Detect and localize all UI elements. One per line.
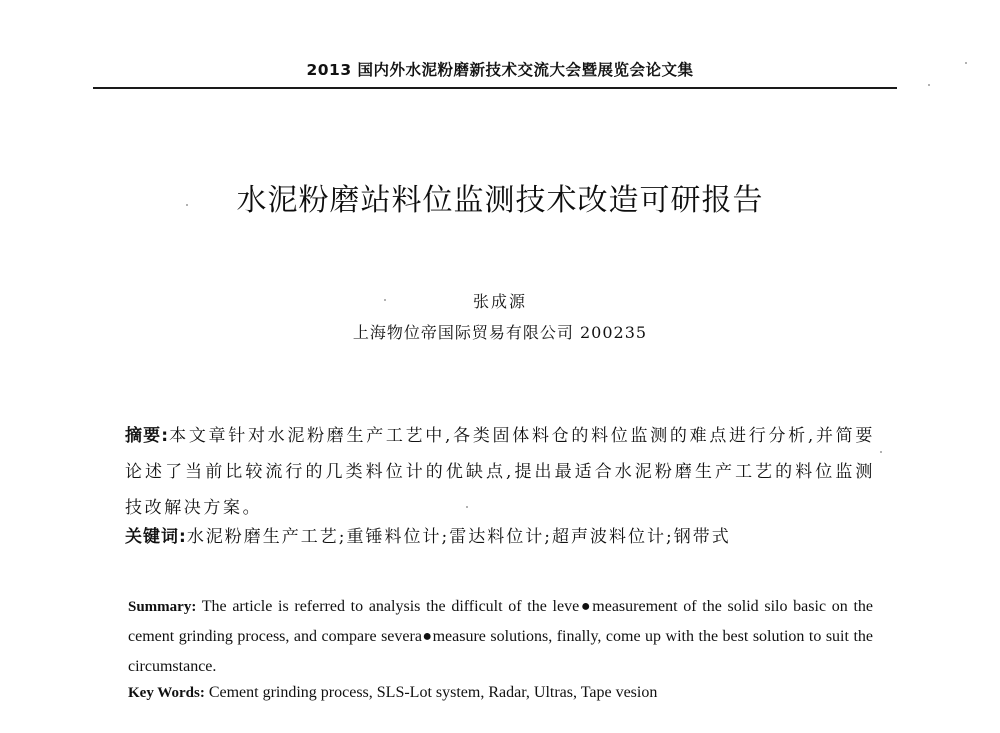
scan-speck	[928, 84, 930, 86]
author-affiliation: 上海物位帝国际贸易有限公司 200235	[352, 323, 648, 342]
keywords-text: 水泥粉磨生产工艺;重锤料位计;雷达料位计;超声波料位计;钢带式	[186, 527, 731, 547]
key-words-text: Cement grinding process, SLS-Lot system, Radar, Ultras, Tape vesion	[208, 684, 658, 701]
author-name: 张成源	[472, 292, 527, 311]
keywords-label: 关键词:	[125, 527, 187, 547]
scan-speck	[384, 299, 386, 301]
summary-text: The article is referred to analysis the difficult of the leve●measurement of the solid silo basic on the cement grinding process, and compare severa●measure solutions, finally, come up with the best solution to suit the circumstance.	[128, 598, 874, 675]
header-rule	[93, 87, 897, 89]
scan-speck	[880, 451, 882, 453]
summary-english	[128, 592, 873, 682]
abstract-chinese	[125, 418, 875, 526]
abstract-label: 摘要:	[125, 426, 170, 446]
abstract-text: 本文章针对水泥粉磨生产工艺中,各类固体料仓的料位监测的难点进行分析,并简要论述了当前比较流行的几类料位计的优缺点,提出最适合水泥粉磨生产工艺的料位监测技改解决方案。	[125, 426, 875, 518]
keywords-chinese	[125, 526, 875, 548]
keywords-english	[128, 682, 873, 704]
summary-label: Summary:	[128, 599, 197, 615]
running-header: 2013 国内外水泥粉磨新技术交流大会暨展览会论文集	[306, 61, 694, 79]
scan-speck	[466, 506, 468, 508]
key-words-label: Key Words:	[128, 685, 205, 701]
paper-title: 水泥粉磨站料位监测技术改造可研报告	[236, 183, 764, 218]
scan-speck	[965, 62, 967, 64]
scan-speck	[186, 204, 188, 206]
